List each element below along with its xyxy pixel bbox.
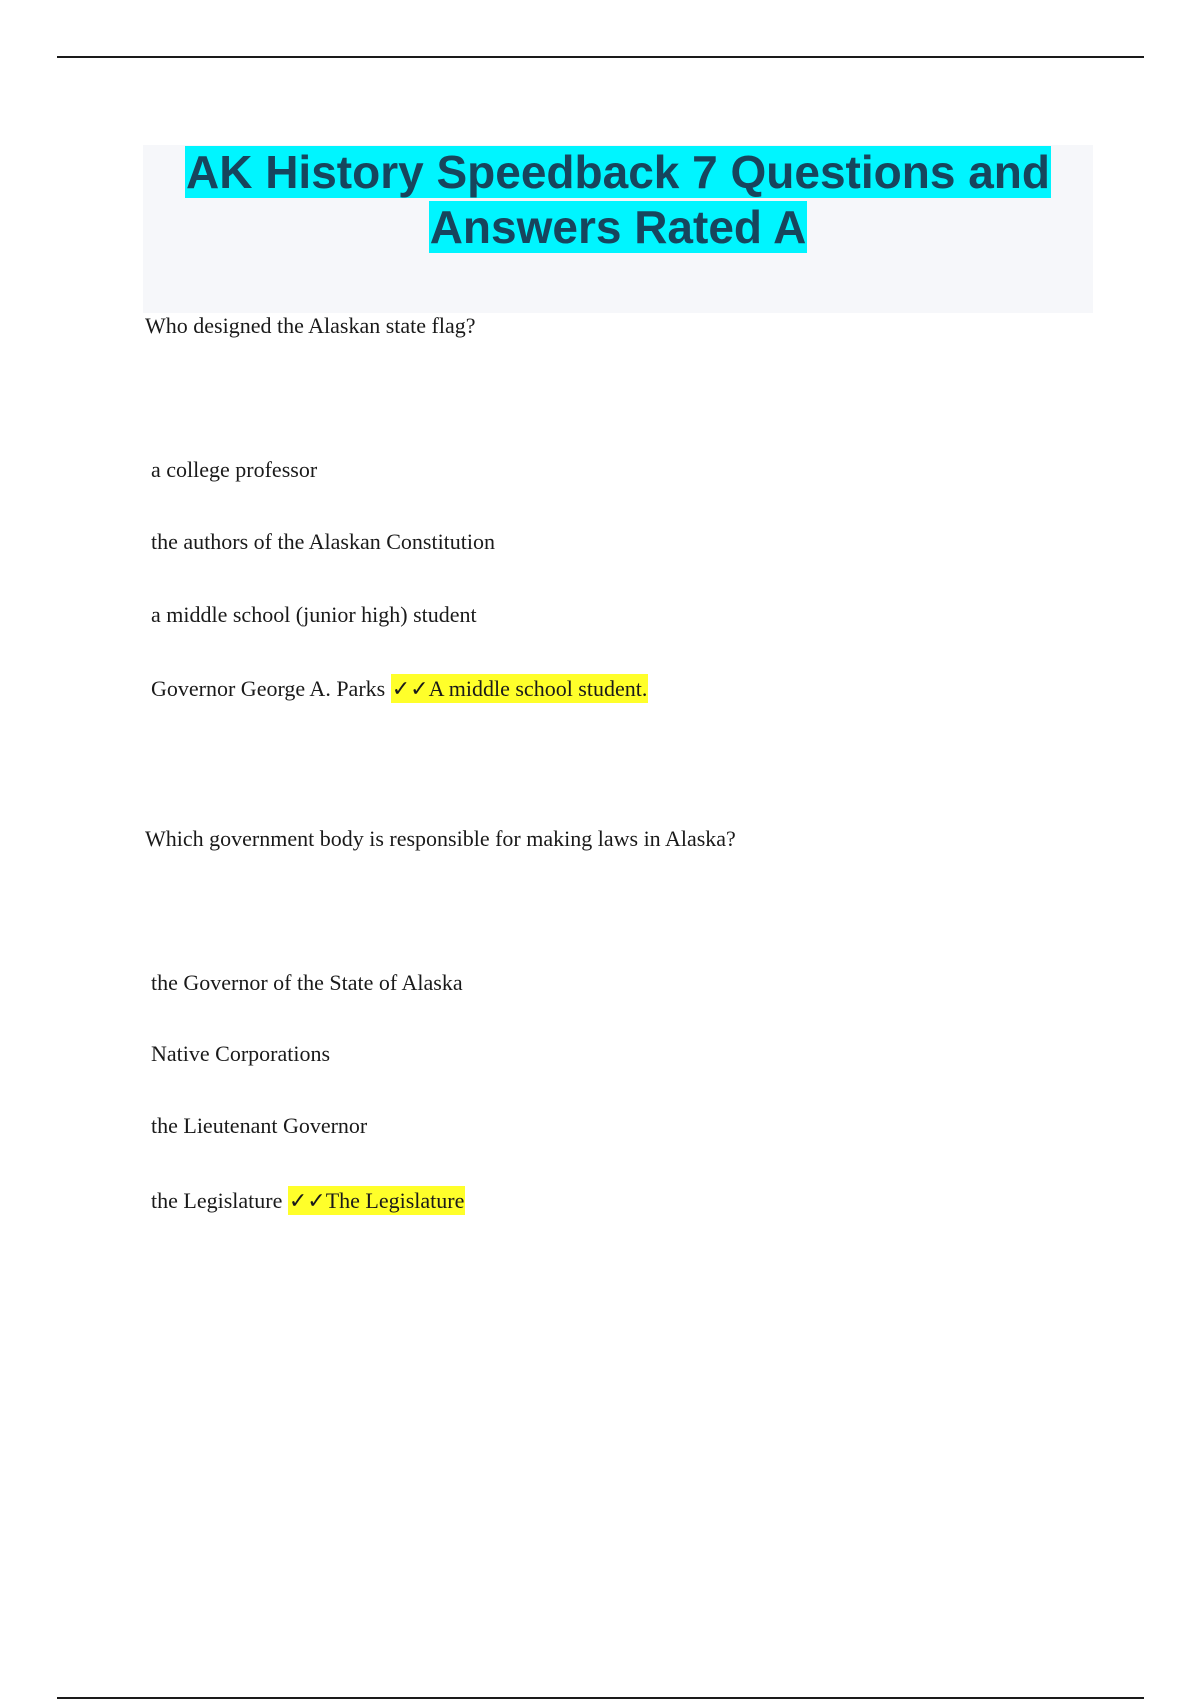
question-2-option-3: the Lieutenant Governor	[151, 1113, 368, 1138]
title-block	[143, 145, 1093, 313]
question-2-option-4-row	[151, 1187, 465, 1215]
document-title	[143, 145, 1093, 255]
top-rule	[57, 56, 1144, 58]
question-1-option-1: a college professor	[151, 457, 318, 482]
question-2-option-4: the Legislature	[151, 1188, 283, 1213]
question-1-option-4-row	[151, 675, 648, 703]
question-2-option-2: Native Corporations	[151, 1041, 331, 1066]
question-1-text: Who designed the Alaskan state flag?	[145, 313, 476, 338]
question-1-answer: ✓✓A middle school student.	[391, 676, 648, 701]
title-line-2: Answers Rated A	[429, 201, 807, 253]
question-2-text: Which government body is responsible for making laws in Alaska?	[145, 826, 736, 851]
question-1-option-3: a middle school (junior high) student	[151, 602, 477, 627]
question-1-option-2: the authors of the Alaskan Constitution	[151, 529, 496, 554]
question-1-option-4: Governor George A. Parks	[151, 676, 386, 701]
title-line-1: AK History Speedback 7 Questions and	[185, 146, 1050, 198]
bottom-rule	[57, 1697, 1144, 1699]
question-2-answer: ✓✓The Legislature	[288, 1188, 465, 1213]
question-2-option-1: the Governor of the State of Alaska	[151, 970, 463, 995]
